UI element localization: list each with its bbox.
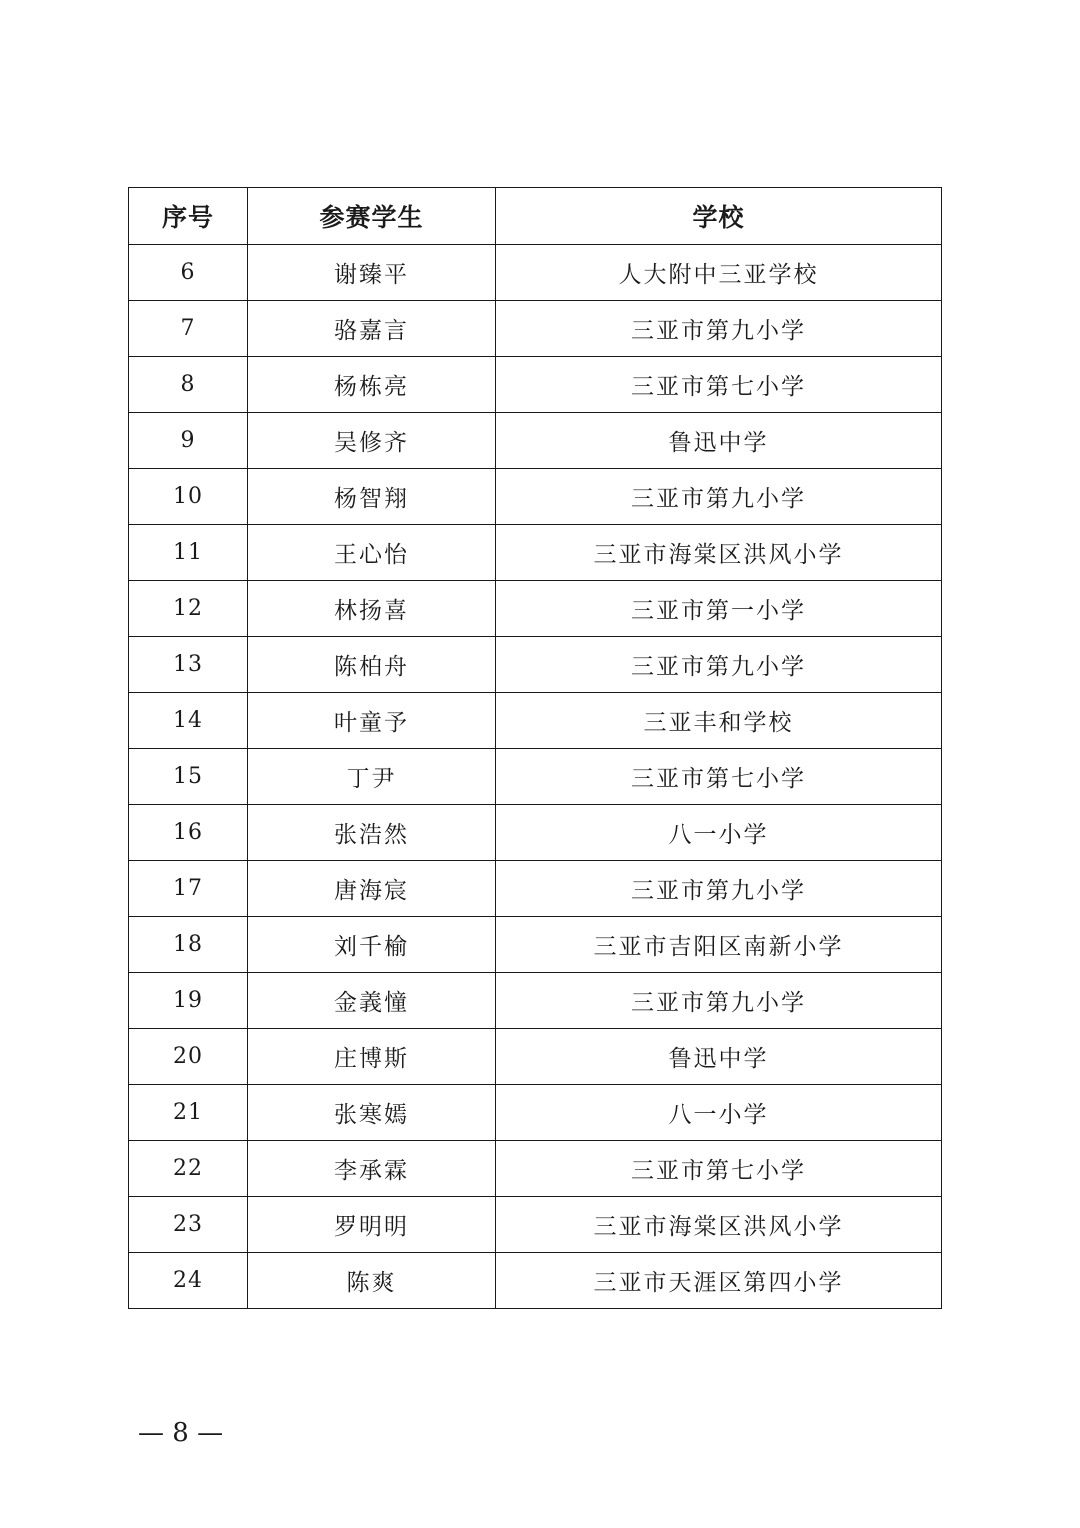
page-number: — 8 — [138, 1418, 224, 1448]
row-student: 张浩然 [248, 805, 496, 861]
table-row [129, 749, 942, 805]
row-student: 叶童予 [248, 693, 496, 749]
table-row [129, 973, 942, 1029]
row-index: 19 [129, 973, 248, 1029]
row-school: 三亚市第七小学 [496, 749, 942, 805]
table-row [129, 301, 942, 357]
row-index: 13 [129, 637, 248, 693]
row-school: 三亚市第九小学 [496, 469, 942, 525]
row-school: 三亚市第七小学 [496, 357, 942, 413]
row-school: 三亚市第七小学 [496, 1141, 942, 1197]
row-school: 鲁迅中学 [496, 1029, 942, 1085]
row-index: 8 [129, 357, 248, 413]
table-row [129, 1085, 942, 1141]
row-index: 14 [129, 693, 248, 749]
row-index: 16 [129, 805, 248, 861]
row-school: 三亚市海棠区洪风小学 [496, 1197, 942, 1253]
table-row [129, 805, 942, 861]
table-header-row [129, 188, 942, 245]
row-index: 12 [129, 581, 248, 637]
row-school: 三亚丰和学校 [496, 693, 942, 749]
table-row [129, 1197, 942, 1253]
table-row [129, 525, 942, 581]
row-student: 骆嘉言 [248, 301, 496, 357]
row-student: 杨栋亮 [248, 357, 496, 413]
row-student: 唐海宸 [248, 861, 496, 917]
row-school: 三亚市第一小学 [496, 581, 942, 637]
row-school: 三亚市吉阳区南新小学 [496, 917, 942, 973]
row-index: 10 [129, 469, 248, 525]
row-school: 三亚市第九小学 [496, 637, 942, 693]
row-index: 21 [129, 1085, 248, 1141]
header-index: 序号 [129, 188, 248, 245]
row-school: 三亚市第九小学 [496, 301, 942, 357]
row-index: 20 [129, 1029, 248, 1085]
header-student: 参赛学生 [248, 188, 496, 245]
row-index: 18 [129, 917, 248, 973]
table-row [129, 693, 942, 749]
row-student: 林扬喜 [248, 581, 496, 637]
table-row [129, 413, 942, 469]
row-student: 刘千榆 [248, 917, 496, 973]
table-row [129, 1029, 942, 1085]
row-student: 罗明明 [248, 1197, 496, 1253]
row-index: 7 [129, 301, 248, 357]
row-student: 李承霖 [248, 1141, 496, 1197]
table-row [129, 245, 942, 301]
table-row [129, 917, 942, 973]
row-index: 6 [129, 245, 248, 301]
row-index: 15 [129, 749, 248, 805]
student-roster-table [128, 187, 942, 1309]
row-student: 丁尹 [248, 749, 496, 805]
row-student: 吴修齐 [248, 413, 496, 469]
row-school: 三亚市第九小学 [496, 861, 942, 917]
row-school: 八一小学 [496, 1085, 942, 1141]
header-school: 学校 [496, 188, 942, 245]
row-index: 22 [129, 1141, 248, 1197]
row-school: 三亚市天涯区第四小学 [496, 1253, 942, 1309]
row-school: 八一小学 [496, 805, 942, 861]
row-index: 24 [129, 1253, 248, 1309]
row-school: 三亚市第九小学 [496, 973, 942, 1029]
row-student: 金義憧 [248, 973, 496, 1029]
row-student: 陈柏舟 [248, 637, 496, 693]
table-row [129, 637, 942, 693]
row-index: 9 [129, 413, 248, 469]
table-row [129, 581, 942, 637]
row-student: 杨智翔 [248, 469, 496, 525]
row-school: 三亚市海棠区洪风小学 [496, 525, 942, 581]
row-student: 张寒嫣 [248, 1085, 496, 1141]
table-row [129, 861, 942, 917]
table-row [129, 469, 942, 525]
table-row [129, 1253, 942, 1309]
row-student: 庄博斯 [248, 1029, 496, 1085]
row-school: 人大附中三亚学校 [496, 245, 942, 301]
row-student: 王心怡 [248, 525, 496, 581]
table-row [129, 357, 942, 413]
row-index: 23 [129, 1197, 248, 1253]
row-student: 谢臻平 [248, 245, 496, 301]
table-row [129, 1141, 942, 1197]
row-school: 鲁迅中学 [496, 413, 942, 469]
row-index: 11 [129, 525, 248, 581]
row-index: 17 [129, 861, 248, 917]
row-student: 陈爽 [248, 1253, 496, 1309]
